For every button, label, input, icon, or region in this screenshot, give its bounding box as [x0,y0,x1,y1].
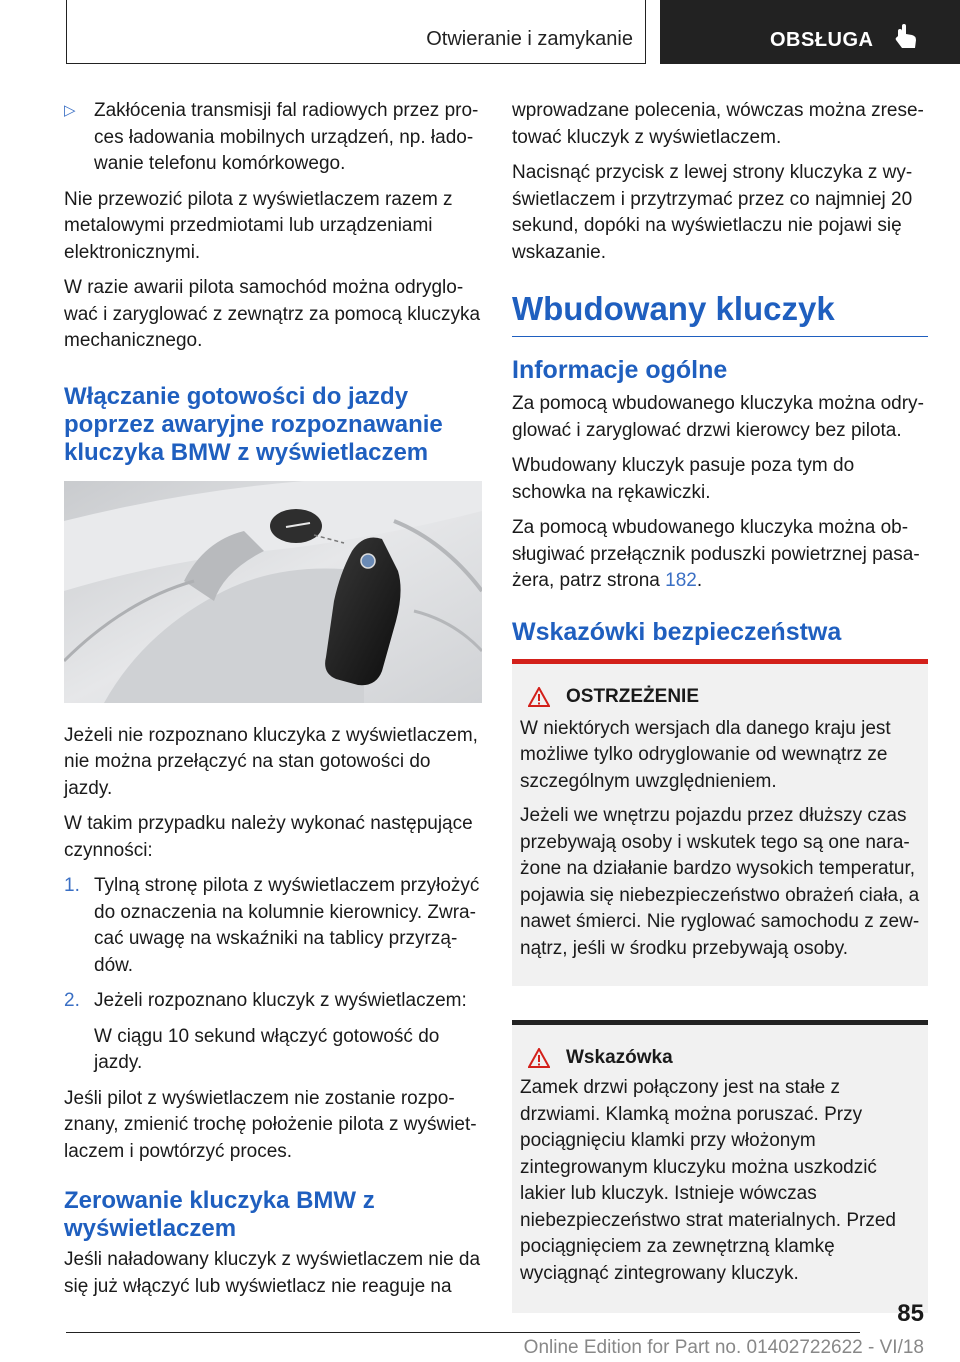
step-number: 1. [64,875,80,896]
step-text: Jeżeli rozpoznano kluczyk z wyświetlaczem: [94,990,467,1011]
page-number: 85 [897,1300,924,1327]
warning-text: W niektórych wersjach dla danego kraju jest możliwe tylko odryglowanie od wewnątrz ze szczególnym uwzględnieniem. [520,717,891,792]
note-title-row [528,1047,920,1069]
key-photo [64,481,482,703]
footer-edition: Online Edition for Part no. 01402722622 - VI/18 [523,1337,924,1358]
paragraph: Jeśli naładowany kluczyk z wyświetlaczem nie da się już włączyć lub wyświetlacz nie reaguje na [64,1249,481,1297]
section-heading: Zerowanie kluczyka BMW z wyświetlaczem [64,1187,375,1242]
warning-title-row [528,686,920,708]
subsection-heading: Informacje ogólne [512,356,728,384]
step-item [64,873,482,979]
paragraph: Wbudowany kluczyk pasuje poza tym do schowka na rękawiczki. [512,455,855,503]
note-box [512,1020,928,1313]
page-reference-link[interactable]: 182 [665,570,697,591]
paragraph: Jeśli pilot z wyświetlaczem nie zostanie rozpoznany, zmienić trochę położenie pilota z wyświetlaczem i powtórzyć proces. [64,1087,477,1162]
step-subtext: W ciągu 10 sekund włączyć gotowość do jazdy. [94,1025,440,1073]
main-heading: Wbudowany kluczyk [512,290,928,337]
running-header-section [66,0,646,64]
note-triangle-icon [528,1048,550,1068]
paragraph: wprowadzane polecenia, wówczas można zresetować kluczyk z wyświetlaczem. [512,100,924,148]
step-number: 2. [64,990,80,1011]
paragraph: Nie przewozić pilota z wyświetlaczem razem z metalowymi przedmiotami lub urządzeniami elektronicznymi. [64,188,453,263]
step-item [64,988,482,1015]
paragraph: Jeżeli nie rozpoznano kluczyka z wyświetlaczem, nie można przełączyć na stan gotowości do jazdy. [64,724,478,799]
subsection-heading: Wskazówki bezpieczeństwa [512,617,842,646]
paragraph-end: . [696,570,703,591]
paragraph: Nacisnąć przycisk z lewej strony kluczyka z wyświetlaczem i przytrzymać przez co najmniej 20 sekund, dopóki na wyświetlaczu nie pojawi się wskazanie. [512,162,913,263]
paragraph: W takim przypadku należy wykonać następujące czynności: [64,813,473,861]
note-title: Wskazówka [566,1047,673,1068]
warning-title: OSTRZEŻENIE [566,685,700,707]
chapter-tab [660,0,960,64]
warning-text: Jeżeli we wnętrzu pojazdu przez dłuższy czas przebywają osoby i wskutek tego są one narażone na działanie bardzo wysokich temperatur, pojawia się niebezpieczeństwo obrażeń ciała, a nawet śmierci. Nie ryglować samochodu z zewnątrz, jeśli w środku przebywają osoby. [520,805,920,959]
note-text: Zamek drzwi połączony jest na stałe z drzwiami. Klamką można poruszać. Przy pociągnięciu klamki przy włożonym zintegrowanym kluczyku można uszkodzić lakier lub kluczyk. Istnieje wówczas niebezpieczeństwo strat materialnych. Przed pociągnięciem za zewnętrzną klamkę wyciągnąć zintegrowany kluczyk. [520,1077,896,1284]
section-title: Otwieranie i zamykanie [426,28,633,50]
triangle-bullet-icon: ▷ [64,102,76,119]
right-column [512,98,928,1313]
paragraph-text: Za pomocą wbudowanego kluczyka można obsługiwać przełącznik poduszki powietrznej pasażera, patrz strona [512,517,920,591]
list-item [64,98,482,178]
warning-box [512,659,928,987]
left-column [64,98,482,1309]
step-text: Tylną stronę pilota z wyświetlaczem przyłożyć do oznaczenia na kolumnie kierownicy. Zwracać uwagę na wskaźniki na tablicy przyrządów. [94,875,480,976]
section-heading: Włączanie gotowości do jazdy poprzez awaryjne rozpoznawanie kluczyka BMW z wyświetlaczem [64,382,443,466]
bullet-text: Zakłócenia transmisji fal radiowych przez proces ładowania mobilnych urządzeń, np. ładowanie telefonu komórkowego. [94,100,479,174]
key-illustration [64,481,482,703]
chapter-title: OBSŁUGA [770,29,874,51]
footer-divider [66,1332,860,1333]
paragraph: W razie awarii pilota samochód można odryglować i zaryglować z zewnątrz za pomocą kluczyka mechanicznego. [64,277,481,351]
warning-triangle-icon [528,687,550,707]
paragraph: Za pomocą wbudowanego kluczyka można odryglować i zaryglować drzwi kierowcy bez pilota. [512,393,924,441]
paragraph [512,515,928,595]
hand-pointer-icon [892,22,920,50]
